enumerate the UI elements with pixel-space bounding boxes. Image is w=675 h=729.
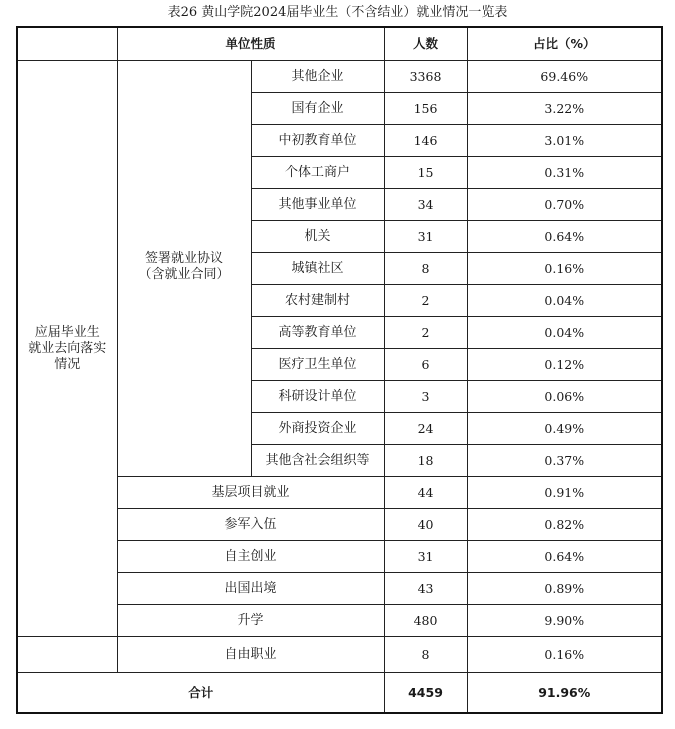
unit-name: 医疗卫生单位 [251, 349, 384, 381]
pct-value: 0.12% [467, 349, 662, 381]
pct-value: 9.90% [467, 605, 662, 637]
count-value: 34 [384, 189, 467, 221]
employment-table [16, 26, 663, 714]
unit-name: 其他企业 [251, 61, 384, 93]
pct-value: 0.64% [467, 541, 662, 573]
count-value: 24 [384, 413, 467, 445]
unit-name: 其他事业单位 [251, 189, 384, 221]
count-value: 2 [384, 285, 467, 317]
unit-name: 自主创业 [117, 541, 384, 573]
count-value: 480 [384, 605, 467, 637]
count-value: 146 [384, 125, 467, 157]
pct-value: 3.22% [467, 93, 662, 125]
pct-value: 0.37% [467, 445, 662, 477]
header-count: 人数 [384, 27, 467, 61]
count-value: 31 [384, 221, 467, 253]
pct-value: 0.49% [467, 413, 662, 445]
pct-value: 0.64% [467, 221, 662, 253]
unit-name: 自由职业 [117, 637, 384, 673]
pct-value: 69.46% [467, 61, 662, 93]
unit-name: 其他含社会组织等 [251, 445, 384, 477]
total-count: 4459 [384, 673, 467, 714]
count-value: 18 [384, 445, 467, 477]
table-row [17, 61, 662, 93]
signed-label-line2: （含就业合同） [138, 267, 230, 282]
table-title: 表26 黄山学院2024届毕业生（不含结业）就业情况一览表 [167, 5, 508, 20]
group-label-line: 应届毕业生 [34, 324, 100, 340]
pct-value: 0.16% [467, 637, 662, 673]
unit-name: 个体工商户 [251, 157, 384, 189]
unit-name: 农村建制村 [251, 285, 384, 317]
count-value: 156 [384, 93, 467, 125]
signed-label-line1: 签署就业协议 [144, 251, 223, 266]
count-value: 40 [384, 509, 467, 541]
count-value: 3368 [384, 61, 467, 93]
pct-value: 0.06% [467, 381, 662, 413]
unit-name: 外商投资企业 [251, 413, 384, 445]
pct-value: 0.82% [467, 509, 662, 541]
count-value: 3 [384, 381, 467, 413]
unit-name: 机关 [251, 221, 384, 253]
total-pct: 91.96% [467, 673, 662, 714]
signed-agreement-cell [117, 61, 251, 477]
table-row [17, 637, 662, 673]
unit-name: 科研设计单位 [251, 381, 384, 413]
group-label-cell [17, 61, 117, 637]
unit-name: 高等教育单位 [251, 317, 384, 349]
count-value: 6 [384, 349, 467, 381]
unit-name: 中初教育单位 [251, 125, 384, 157]
unit-name: 参军入伍 [117, 509, 384, 541]
header-percentage: 占比（%） [467, 27, 662, 61]
header-row [17, 27, 662, 61]
count-value: 31 [384, 541, 467, 573]
pct-value: 0.31% [467, 157, 662, 189]
pct-value: 3.01% [467, 125, 662, 157]
group-label-line: 情况 [54, 356, 81, 372]
group-label-line: 就业去向落实 [28, 340, 107, 356]
total-label: 合计 [17, 673, 384, 714]
count-value: 43 [384, 573, 467, 605]
unit-name: 城镇社区 [251, 253, 384, 285]
unit-name: 国有企业 [251, 93, 384, 125]
unit-name: 基层项目就业 [117, 477, 384, 509]
empty-cell [17, 637, 117, 673]
count-value: 8 [384, 637, 467, 673]
pct-value: 0.04% [467, 285, 662, 317]
header-empty-cell [17, 27, 117, 61]
pct-value: 0.70% [467, 189, 662, 221]
count-value: 2 [384, 317, 467, 349]
pct-value: 0.91% [467, 477, 662, 509]
unit-name: 升学 [117, 605, 384, 637]
header-unit-type: 单位性质 [117, 27, 384, 61]
count-value: 15 [384, 157, 467, 189]
count-value: 8 [384, 253, 467, 285]
unit-name: 出国出境 [117, 573, 384, 605]
total-row [17, 673, 662, 714]
pct-value: 0.04% [467, 317, 662, 349]
pct-value: 0.89% [467, 573, 662, 605]
count-value: 44 [384, 477, 467, 509]
pct-value: 0.16% [467, 253, 662, 285]
